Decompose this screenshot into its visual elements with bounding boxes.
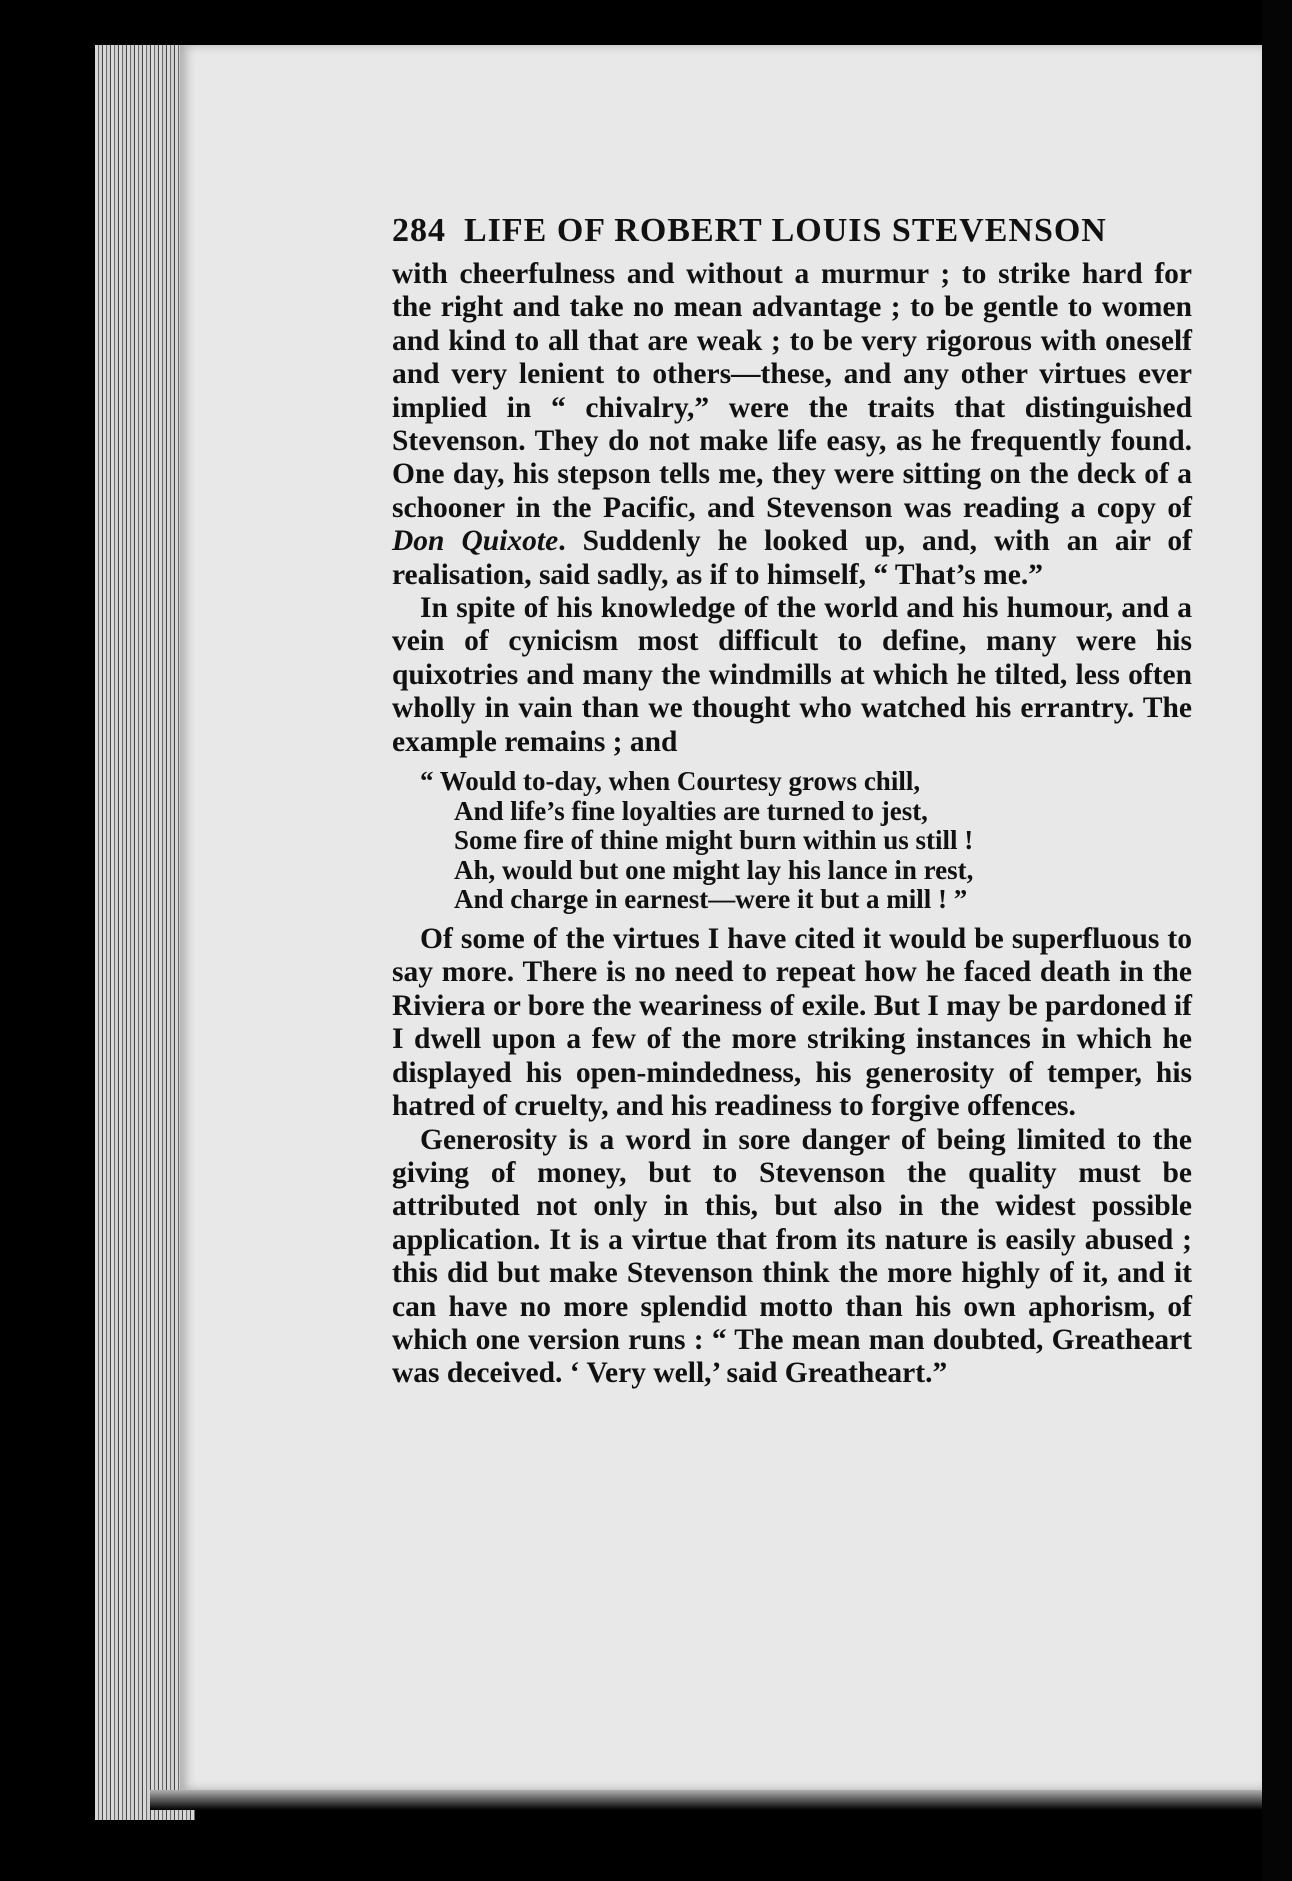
book-title: Don Quixote	[392, 525, 559, 558]
poem-line: And charge in earnest—were it but a mill ! ”	[454, 884, 968, 915]
paragraph-4: Generosity is a word in sore danger of being limited to the giving of money, but to Stevenson the quality must be attributed not only in this, but also in the widest possible application. It is a virtue that from its nature is easily abused ; this did but make Stevenson think the more highly of it, and it can have no more splendid motto than his own aphorism, of which one version runs : “ The mean man doubted, Greatheart was deceived. ‘ Very well,’ said Greatheart.”	[392, 1123, 1192, 1390]
poem-quotation	[420, 767, 1192, 915]
paragraph-1	[392, 258, 1192, 592]
poem-line: And life’s fine loyalties are turned to jest,	[454, 795, 928, 826]
running-head	[392, 212, 1192, 250]
paragraph-1-text-a: with cheerfulness and without a murmur ; to strike hard for the right and take no mean advantage ; to be gentle to women and kind to all that are weak ; to be very rigorous with oneself and very lenient to others—these, and any other virtues ever implied in “ chivalry,” were the traits that distinguished Stevenson. They do not make life easy, as he frequently found. One day, his stepson tells me, they were sitting on the deck of a schooner in the Pacific, and Stevenson was reading a copy of	[392, 258, 1192, 524]
scan-border	[1262, 0, 1292, 1881]
page-content	[392, 212, 1192, 1391]
paragraph-3: Of some of the virtues I have cited it would be superfluous to say more. There is no need to repeat how he faced death in the Riviera or bore the weariness of exile. But I may be pardoned if I dwell upon a few of the more striking instances in which he displayed his open-mindedness, his generosity of temper, his hatred of cruelty, and his readiness to forgive offences.	[392, 923, 1192, 1123]
running-title: LIFE OF ROBERT LOUIS STEVENSON	[464, 212, 1107, 249]
page-bottom-shadow	[150, 1790, 1262, 1810]
poem-line: “ Would to-day, when Courtesy grows chill,	[420, 766, 921, 797]
poem-line: Some fire of thine might burn within us still !	[454, 825, 974, 856]
paragraph-2: In spite of his knowledge of the world and his humour, and a vein of cynicism most difficult to define, many were his quixotries and many the windmills at which he tilted, less often wholly in vain than we thought who watched his errantry. The example remains ; and	[392, 592, 1192, 758]
paragraph-1-text-b: . Suddenly he looked up, and, with an air of realisation, said sadly, as if to himself, “ That’s me.”	[392, 525, 1192, 591]
poem-line: Ah, would but one might lay his lance in rest,	[454, 854, 974, 885]
page-number: 284	[392, 212, 446, 249]
